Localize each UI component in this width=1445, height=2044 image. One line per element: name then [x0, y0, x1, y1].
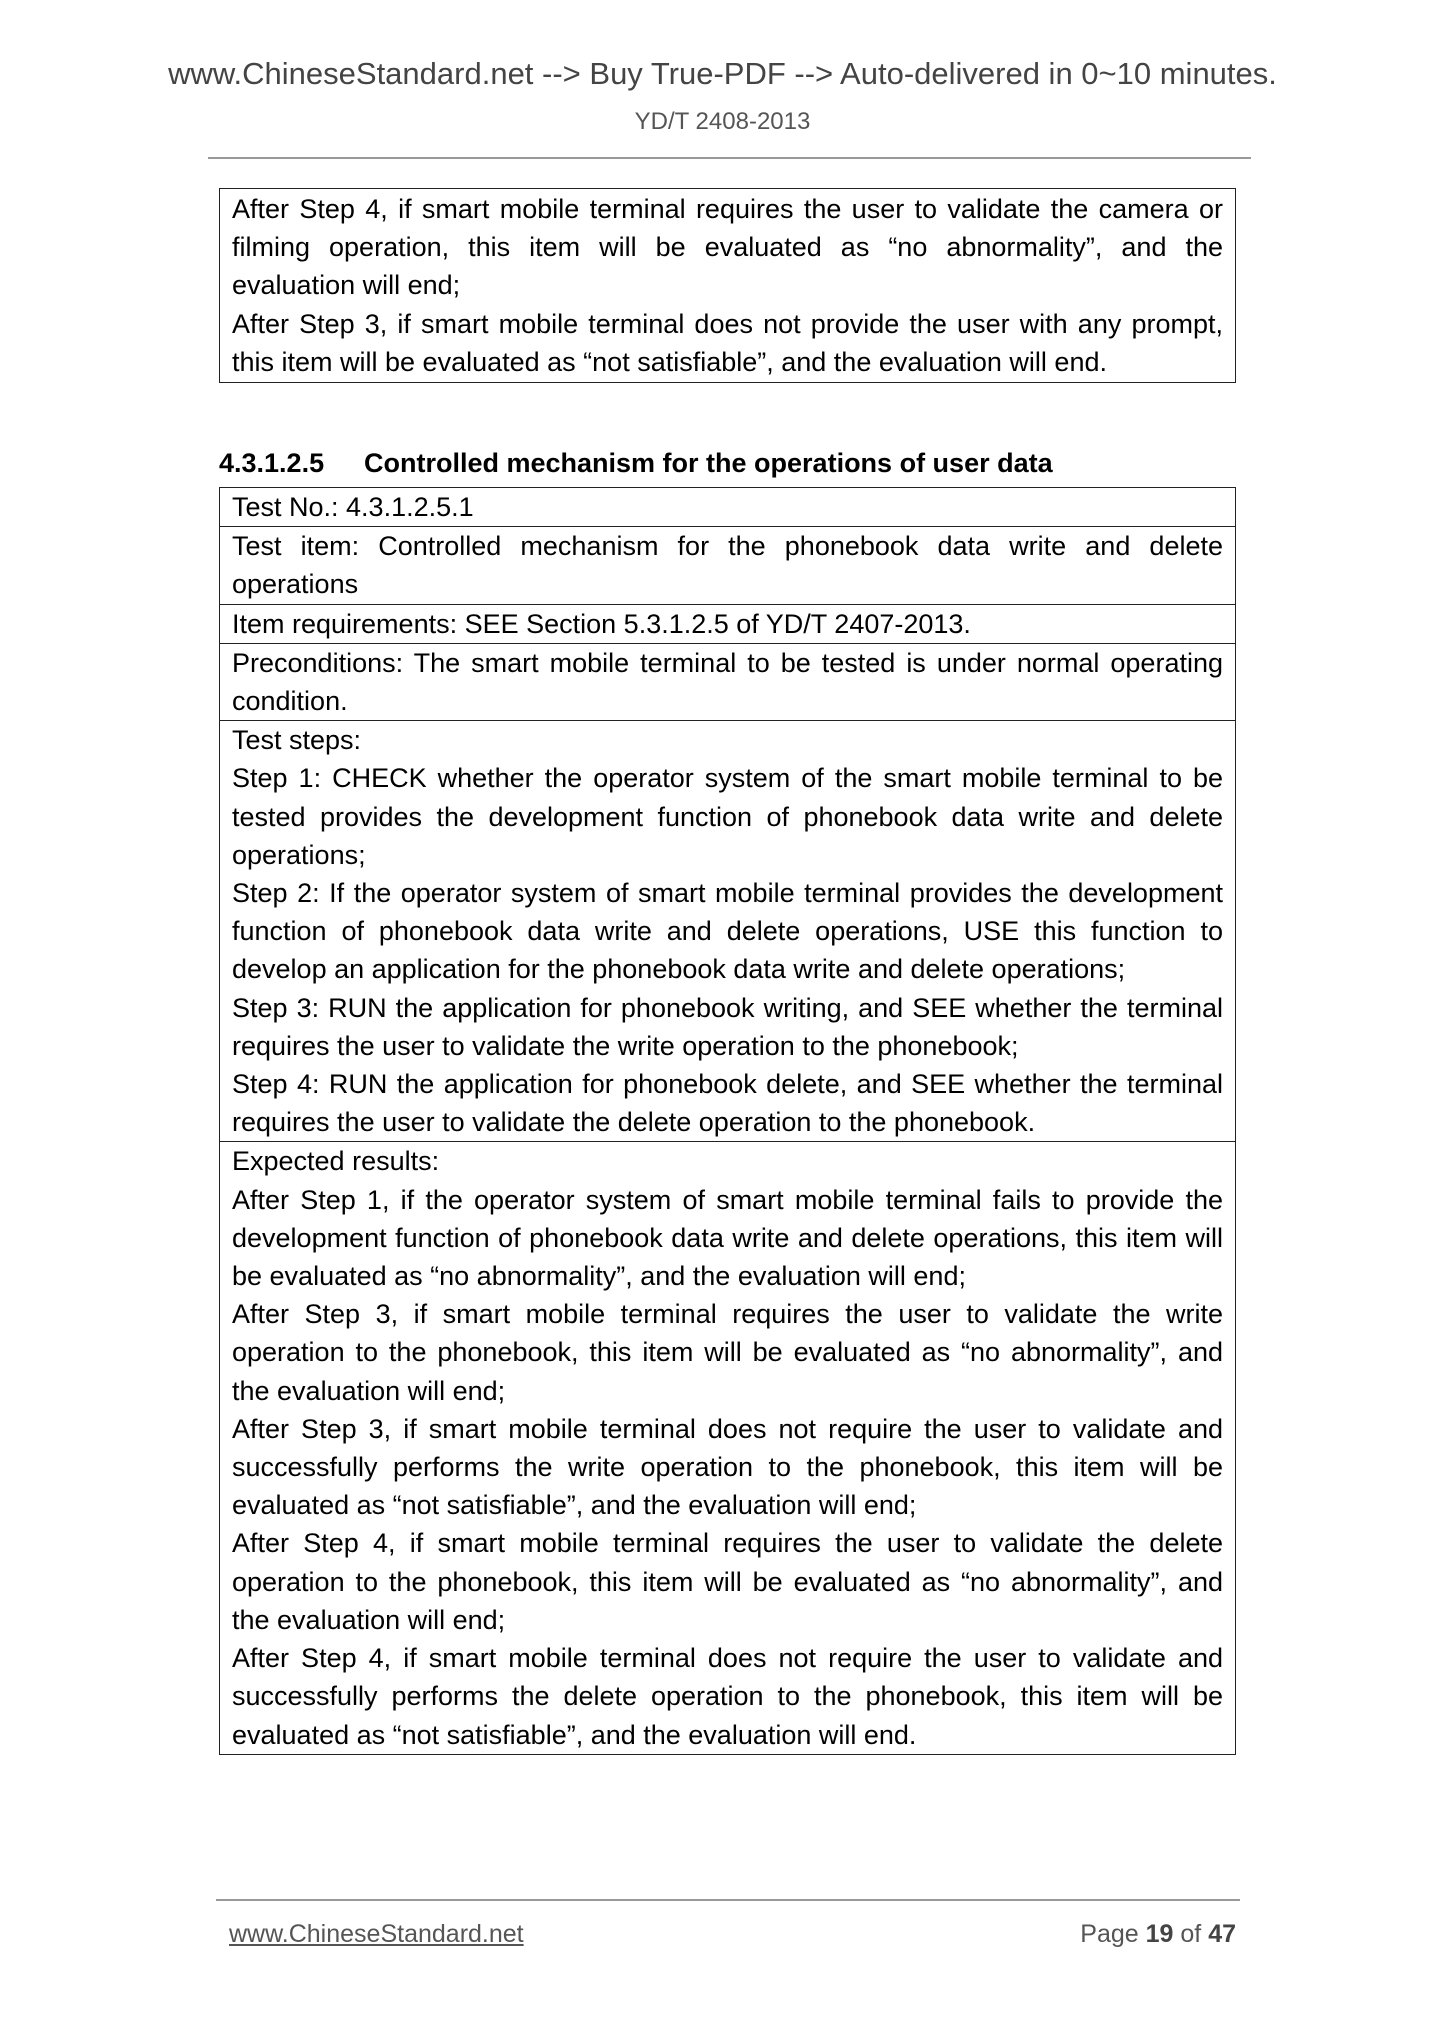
test-step: Step 2: If the operator system of smart mobile terminal provides the development function of phonebook data write and delete operations, USE this function to develop an application for the phonebook data write and delete operations;	[232, 878, 1223, 985]
preconditions-cell	[220, 643, 1235, 720]
section-number: 4.3.1.2.5	[219, 448, 325, 478]
test-number: Test No.: 4.3.1.2.5.1	[232, 492, 474, 522]
test-step: Step 4: RUN the application for phonebook delete, and SEE whether the terminal requires the user to validate the delete operation to the phonebook.	[232, 1069, 1223, 1138]
expected-result: After Step 3, if smart mobile terminal does not require the user to validate and successfully performs the write operation to the phonebook, this item will be evaluated as “not satisfiable”, and the evaluation will end;	[232, 1413, 1223, 1521]
page-current: 19	[1145, 1920, 1174, 1948]
expected-results-label: Expected results:	[232, 1146, 440, 1177]
test-item-cell	[220, 526, 1235, 603]
test-steps-cell	[220, 720, 1235, 1141]
test-item: Test item: Controlled mechanism for the phonebook data write and delete operations	[232, 531, 1223, 600]
result-paragraph: After Step 3, if smart mobile terminal does not provide the user with any prompt, this item will be evaluated as “not satisfiable”, and the evaluation will end.	[232, 308, 1223, 377]
document-id: YD/T 2408-2013	[634, 108, 811, 135]
continued-results-cell	[220, 189, 1235, 382]
section-title: Controlled mechanism for the operations of user data	[364, 448, 1053, 478]
expected-result: After Step 3, if smart mobile terminal requires the user to validate the write operation to the phonebook, this item will be evaluated as “no abnormality”, and the evaluation will end;	[232, 1299, 1223, 1406]
footer-site-link[interactable]: www.ChineseStandard.net	[229, 1920, 524, 1948]
page-prefix: Page	[1080, 1920, 1139, 1948]
expected-results-cell	[220, 1141, 1235, 1753]
expected-result: After Step 4, if smart mobile terminal does not require the user to validate and successfully performs the delete operation to the phonebook, this item will be evaluated as “not satisfiable”, and the evaluation will end.	[232, 1643, 1223, 1750]
continued-results-table	[219, 188, 1236, 383]
header-banner: www.ChineseStandard.net --> Buy True-PDF --> Auto-delivered in 0~10 minutes.	[168, 56, 1277, 91]
test-step: Step 1: CHECK whether the operator system of the smart mobile terminal to be tested provides the development function of phonebook data write and delete operations;	[232, 763, 1223, 870]
expected-result: After Step 4, if smart mobile terminal requires the user to validate the delete operation to the phonebook, this item will be evaluated as “no abnormality”, and the evaluation will end;	[232, 1528, 1223, 1635]
preconditions: Preconditions: The smart mobile terminal to be tested is under normal operating condition.	[232, 647, 1223, 717]
test-table	[219, 487, 1236, 1755]
test-step: Step 3: RUN the application for phonebook writing, and SEE whether the terminal requires the user to validate the write operation to the phonebook;	[232, 992, 1223, 1061]
page-total: 47	[1208, 1920, 1236, 1948]
header-divider	[208, 157, 1251, 159]
requirements-cell	[220, 604, 1235, 643]
result-paragraph: After Step 4, if smart mobile terminal requires the user to validate the camera or filming operation, this item will be evaluated as “no abnormality”, and the evaluation will end;	[232, 194, 1223, 301]
test-number-cell	[220, 488, 1235, 526]
item-requirements: Item requirements: SEE Section 5.3.1.2.5 of YD/T 2407-2013.	[232, 608, 971, 639]
page-indicator	[1080, 1920, 1236, 1949]
expected-result: After Step 1, if the operator system of smart mobile terminal fails to provide the development function of phonebook data write and delete operations, this item will be evaluated as “no abnormality”, and the evaluation will end;	[232, 1184, 1223, 1292]
footer-divider	[216, 1899, 1240, 1901]
page-of: of	[1180, 1920, 1202, 1948]
test-steps-label: Test steps:	[232, 725, 362, 756]
section-heading	[219, 448, 1053, 479]
